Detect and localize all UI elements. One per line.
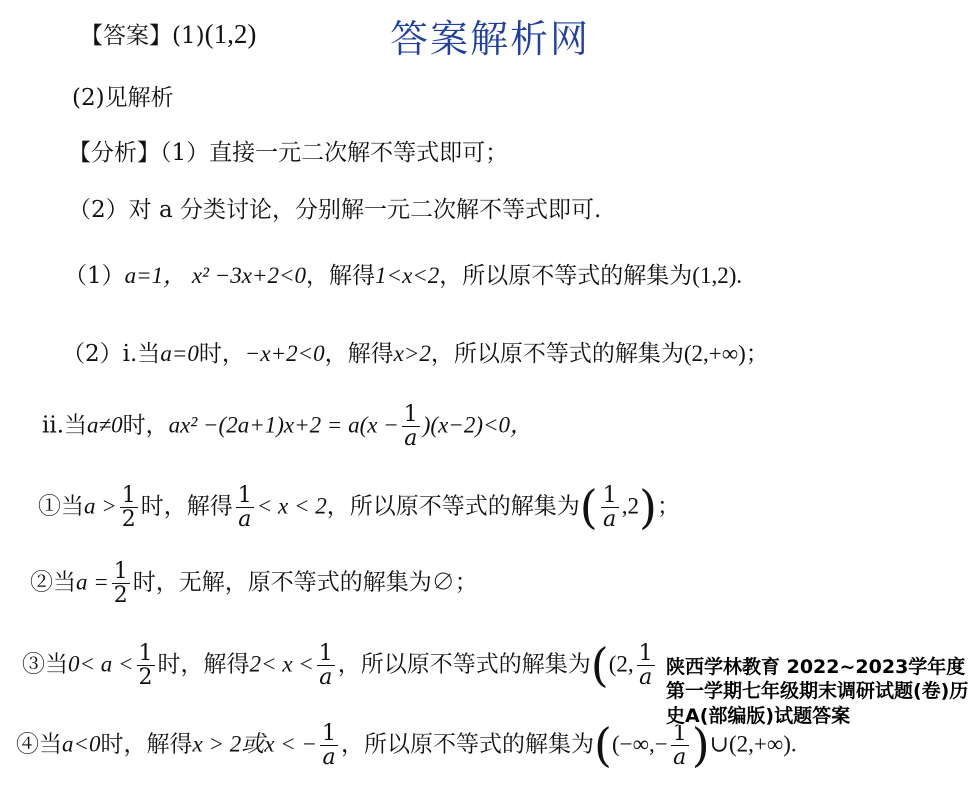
sol2-set: (2,+∞)； <box>683 341 769 366</box>
ii-condition: a≠0 <box>87 412 123 438</box>
answer-line <box>80 18 256 51</box>
c4-cond: a<0 <box>62 731 101 757</box>
c4-res-num: 1 <box>322 721 337 746</box>
c2-fraction <box>112 560 130 607</box>
c3-post: ，所以原不等式的解集为 <box>337 651 591 678</box>
c4-set-fraction <box>671 722 689 769</box>
case3-line <box>22 638 658 693</box>
watermark-title: 答案解析网 <box>390 17 591 61</box>
c3-set-open-paren: ( <box>590 638 609 692</box>
sol2-mid2: ，解得 <box>324 341 394 367</box>
analysis-line2: （2）对 a 分类讨论，分别解一元二次解不等式即可. <box>68 197 602 223</box>
c1-res-den: a <box>238 507 252 533</box>
c4-set-den: a <box>673 745 687 771</box>
c3-res-num: 1 <box>318 641 333 666</box>
solution-part2-ii <box>42 403 533 450</box>
c1-result-fraction <box>236 484 254 531</box>
c4-set-num: 1 <box>672 721 687 746</box>
sol2-result: x>2 <box>393 341 431 366</box>
c4-set-close-paren: ) <box>691 718 710 772</box>
c4-result-fraction <box>320 722 338 769</box>
c4-set-a: (−∞,− <box>611 731 668 757</box>
case1-line <box>38 480 680 535</box>
c4-set-tail: ∪(2,+∞). <box>709 731 797 757</box>
sol2-post: ，所以原不等式的解集为 <box>430 341 684 367</box>
c4-post: ，所以原不等式的解集为 <box>341 731 595 758</box>
c4-inequality: x > 2或x < − <box>192 731 318 757</box>
c3-cond: 0< a < <box>68 651 134 677</box>
answer-part2: (2)见解析 <box>72 85 174 111</box>
c1-frac-num: 1 <box>121 483 136 508</box>
ii-frac-num: 1 <box>403 402 418 427</box>
c3-frac-num: 1 <box>138 641 153 666</box>
ii-fraction <box>402 403 420 450</box>
c1-cond: a > <box>84 493 117 519</box>
c2-frac-den: 2 <box>113 583 128 609</box>
c3-mid: 时，解得 <box>157 651 250 678</box>
c1-prefix: ①当 <box>38 493 84 520</box>
ii-expression-b: )(x−2)<0， <box>422 412 533 438</box>
c4-prefix: ④当 <box>16 731 62 758</box>
overlay-caption: 陕西学林教育 2022~2023学年度第一学期七年级期末调研试题(卷)历史A(部编版)试题答案 <box>666 656 969 727</box>
sol1-mid: ，解得 <box>306 263 376 289</box>
analysis-line1: 【分析】（1）直接一元二次解不等式即可； <box>68 140 509 166</box>
c1-set-fraction <box>601 484 619 531</box>
c4-res-den: a <box>322 745 336 771</box>
c2-cond: a = <box>76 569 109 595</box>
sol2-condition: a=0 <box>160 341 199 366</box>
ii-expression-a: ax² −(2a+1)x+2 = a(x − <box>168 412 399 438</box>
sol1-post: ，所以原不等式的解集为 <box>439 263 693 289</box>
c1-set-open-paren: ( <box>579 480 598 534</box>
c1-mid: 时，解得 <box>140 493 233 520</box>
c3-prefix: ③当 <box>22 651 68 678</box>
c1-set-den: a <box>603 507 617 533</box>
sol2-mid1: 时， <box>198 341 245 367</box>
c1-post: ，所以原不等式的解集为 <box>326 493 580 520</box>
sol1-inequality: 1<x<2 <box>375 263 440 288</box>
c2-prefix: ②当 <box>30 569 76 596</box>
c3-fraction <box>137 642 155 689</box>
c1-set-close-paren: ) <box>638 480 657 534</box>
answer-label: 【答案】 <box>80 23 172 49</box>
answer-part1: (1) <box>172 23 205 49</box>
c4-set-open-paren: ( <box>594 718 612 772</box>
c2-post: 时，无解，原不等式的解集为∅； <box>132 569 478 596</box>
case2-line <box>30 560 478 607</box>
sol1-math: a=1， x² −3x+2<0 <box>124 263 307 288</box>
ii-mid: 时， <box>122 412 169 439</box>
c1-end: ； <box>656 493 680 520</box>
sol1-prefix: （1） <box>64 263 125 289</box>
solution-part2-i <box>62 340 769 369</box>
solution-part1 <box>64 262 742 291</box>
c1-set-tail: ,2 <box>621 493 639 519</box>
c1-res-num: 1 <box>237 483 252 508</box>
c1-rest: < x < 2 <box>256 493 327 519</box>
c3-set-den: a <box>639 665 653 691</box>
c3-result-fraction <box>317 642 335 689</box>
c3-set-fraction <box>637 642 655 689</box>
ii-frac-den: a <box>404 426 418 452</box>
c1-fraction <box>120 484 138 531</box>
sol1-set: (1,2). <box>692 263 743 288</box>
c1-frac-den: 2 <box>121 507 136 533</box>
c3-inequality: 2< x < <box>249 651 314 677</box>
ii-prefix: ii.当 <box>42 412 88 439</box>
c4-mid: 时，解得 <box>100 731 193 758</box>
c3-frac-den: 2 <box>138 665 153 691</box>
c3-res-den: a <box>319 665 333 691</box>
sol2-prefix: （2）i.当 <box>62 341 161 367</box>
c3-set-num: 1 <box>638 641 653 666</box>
sol2-inequality: −x+2<0 <box>244 341 325 366</box>
c3-set-a: (2, <box>608 651 634 677</box>
answer-interval: (1,2) <box>204 19 257 49</box>
c1-set-num: 1 <box>602 483 617 508</box>
c2-frac-num: 1 <box>113 559 128 584</box>
